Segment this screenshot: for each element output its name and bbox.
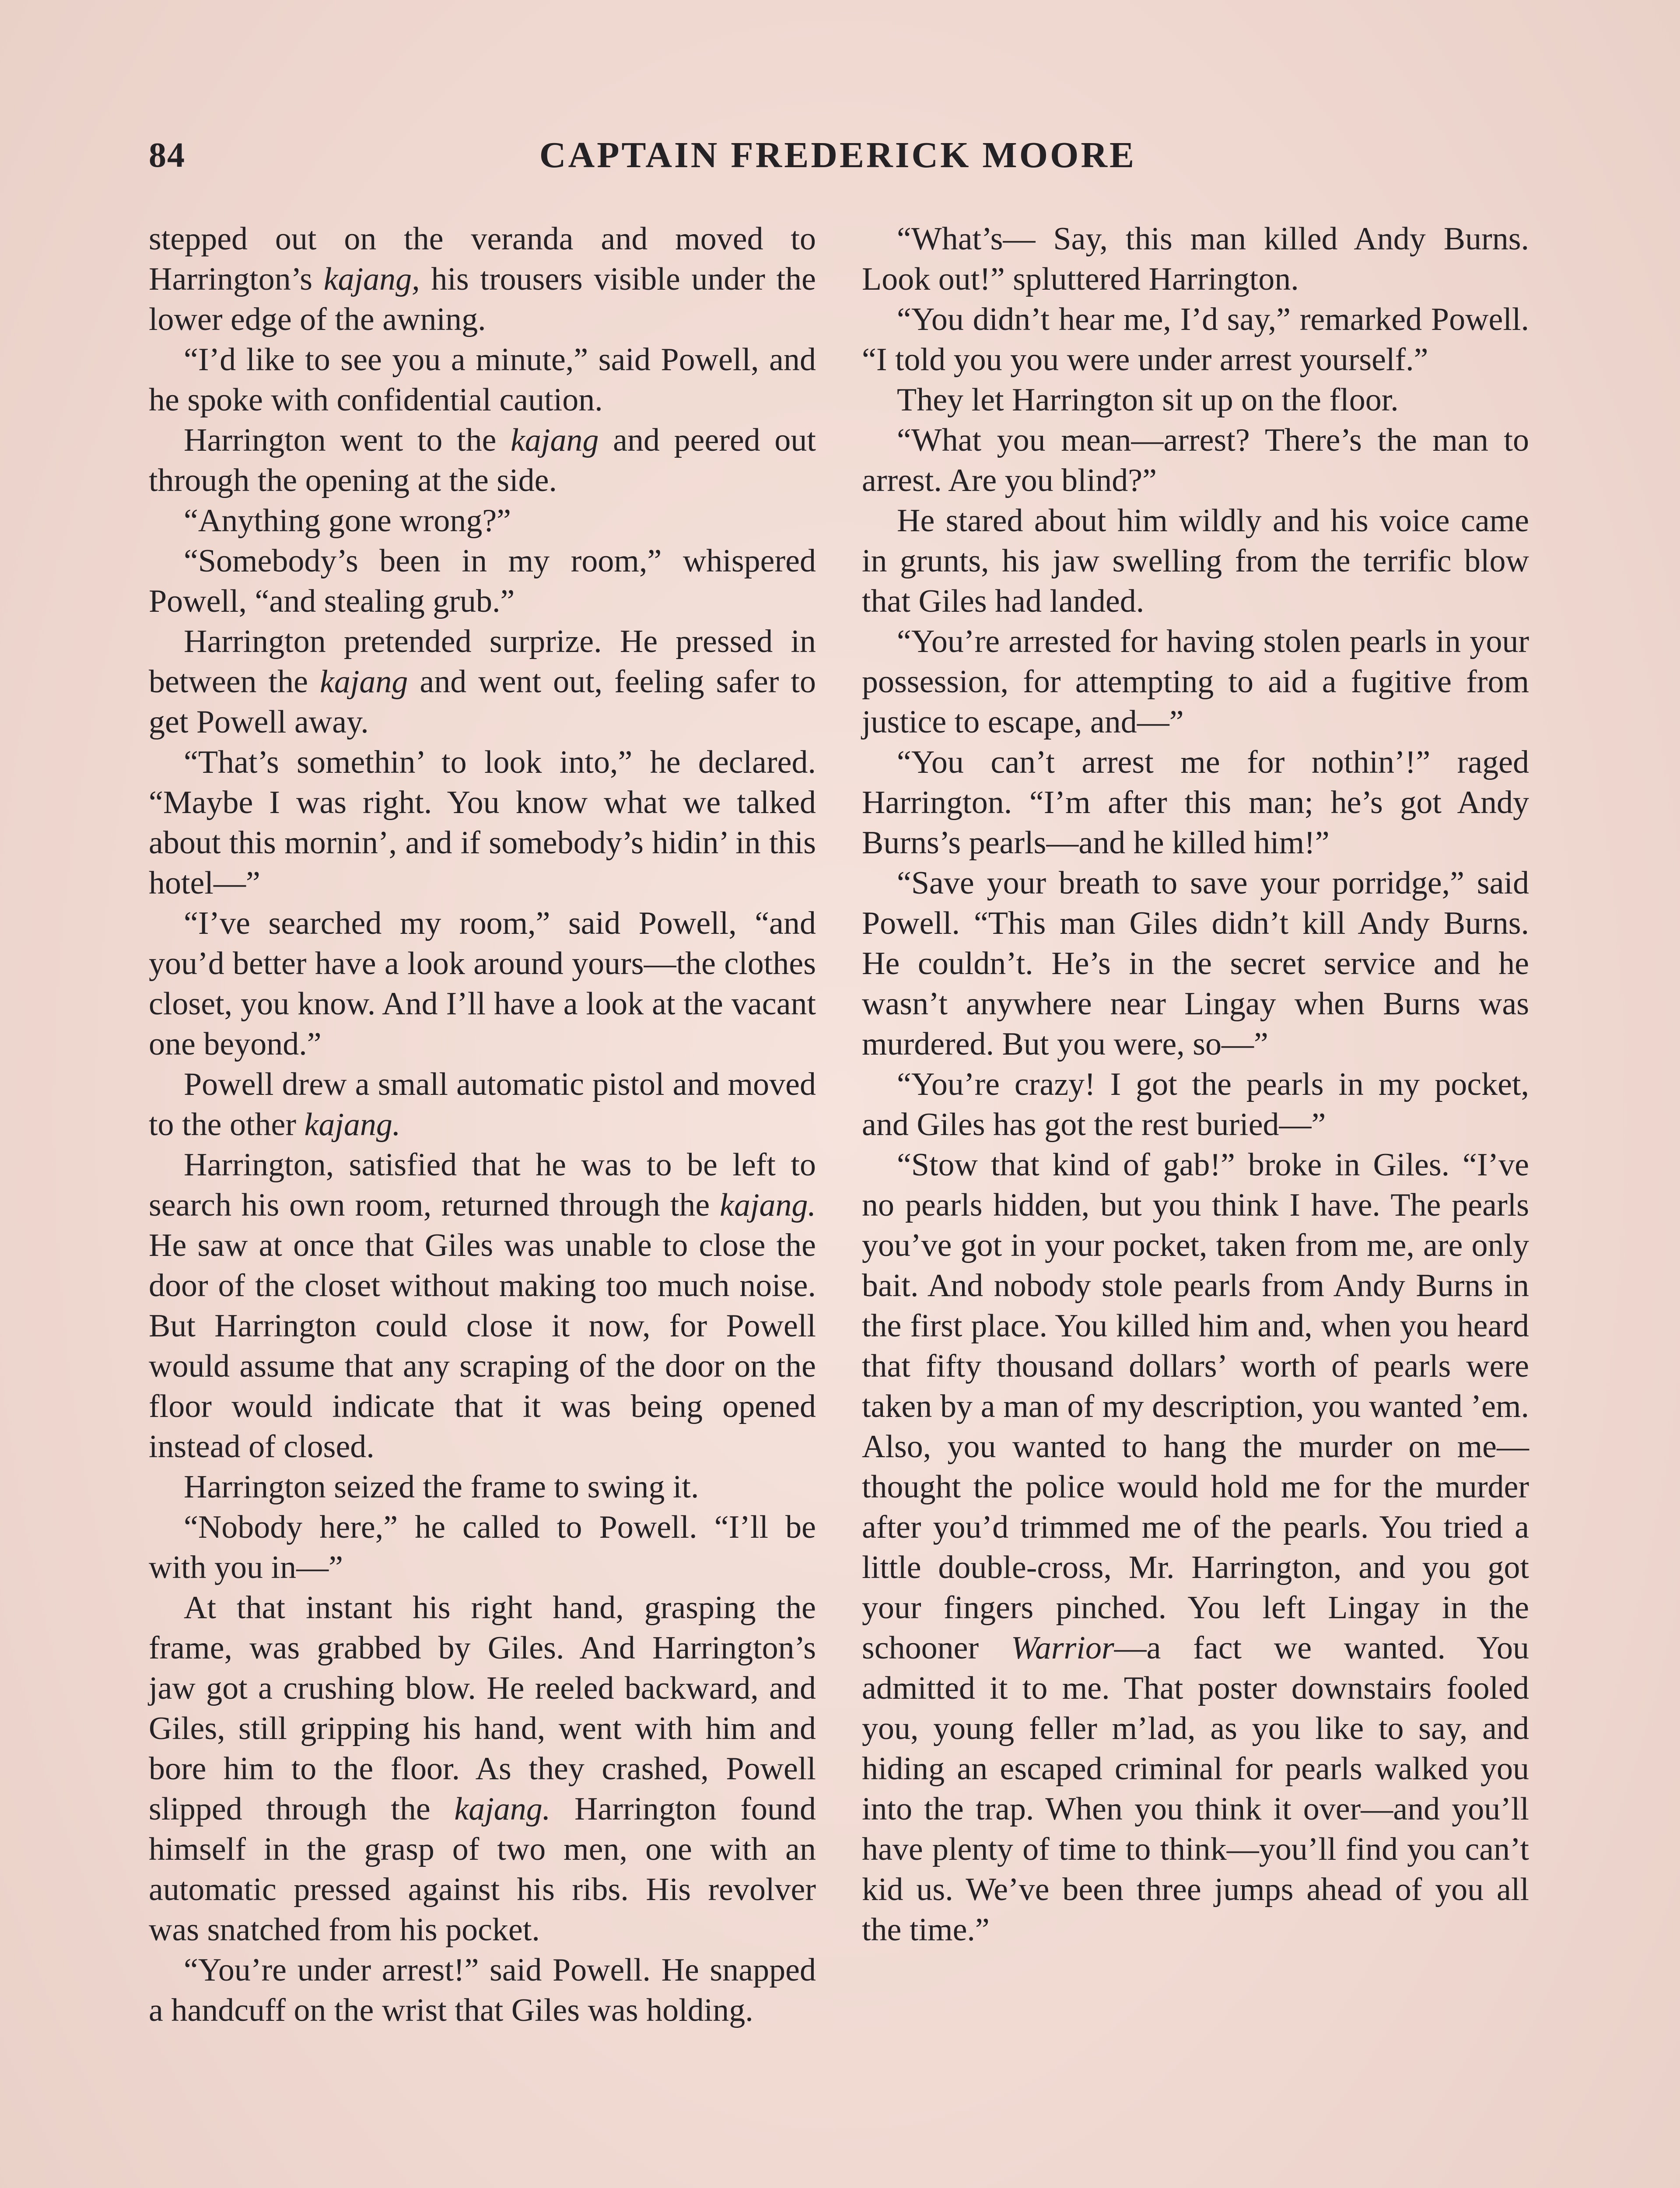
text-run: “What you mean—arrest? There’s the man to arrest. Are you blind?” [862,422,1529,498]
text-run: “Somebody’s been in my room,” whispered Powell, “and stealing grub.” [149,543,816,619]
page-number: 84 [149,136,186,175]
paragraph [149,1507,816,1588]
italic-text: kajang, [323,261,420,297]
text-run: “Anything gone wrong?” [184,503,511,539]
paragraph [149,420,816,501]
paragraph [149,903,816,1064]
text-run: “You’re crazy! I got the pearls in my pocket, and Giles has got the rest buried—” [862,1066,1529,1143]
paragraph [862,299,1529,380]
text-run: stepped out on the veranda and moved to Harrington’s [149,221,816,297]
text-run: “Nobody here,” he called to Powell. “I’ll be with you in—” [149,1509,816,1585]
paragraph [149,1145,816,1467]
paragraph [149,1950,816,2030]
text-run: “Stow that kind of gab!” broke in Giles. “I’ve no pearls hidden, but you think I have. The pearls you’ve got in your pocket, taken from me, are only bait. And nobody stole pearls from Andy Burns in the first place. You killed him and, when you heard that fifty thousand dollars’ worth of pearls were taken by a man of my description, you wanted ’em. Also, you wanted to hang the murder on me—thought the police would hold me for the murder after you’d trimmed me of the pearls. You tried a little double-cross, Mr. Harrington, and you got your fingers pinched. You left Lingay in the schooner [862,1147,1529,1666]
running-title: CAPTAIN FREDERICK MOORE [539,135,1137,175]
paragraph [862,420,1529,501]
text-run: “You’re under arrest!” said Powell. He snapped a handcuff on the wrist that Giles was holding. [149,1952,816,2028]
paragraph [149,340,816,420]
text-run: Harrington found himself in the grasp of two men, one with an automatic pressed against his ribs. His revolver was snatched from his pocket. [149,1791,816,1948]
text-run: “You can’t arrest me for nothin’!” raged Harrington. “I’m after this man; he’s got Andy Burns’s pearls—and he killed him!” [862,744,1529,861]
paragraph [149,742,816,903]
italic-text: kajang. [720,1187,816,1223]
text-run: —a fact we wanted. You admitted it to me. That poster downstairs fooled you, young feller m’lad, as you like to say, and hiding an escaped criminal for pearls walked you into the trap. When you think it over—and you’ll have plenty of time to think—you’ll find you can’t kid us. We’ve been three jumps ahead of you all the time.” [862,1630,1529,1948]
text-run: Powell drew a small automatic pistol and moved to the other [149,1066,816,1143]
left-text-column [149,219,816,2030]
text-run: his trousers visible under the lower edge of the awning. [149,261,816,337]
italic-text: kajang. [454,1791,551,1827]
text-run: and went out, feeling safer to get Powell away. [149,664,816,740]
paragraph [149,1588,816,1950]
text-run: “You’re arrested for having stolen pearls in your possession, for attempting to aid a fugitive from justice to escape, and—” [862,624,1529,740]
text-run: and peered out through the opening at the side. [149,422,816,498]
text-run: “I’ve searched my room,” said Powell, “and you’d better have a look around yours—the clothes closet, you know. And I’ll have a look at the vacant one beyond.” [149,905,816,1062]
text-run: At that instant his right hand, grasping the frame, was grabbed by Giles. And Harrington’s jaw got a crushing blow. He reeled backward, and Giles, still gripping his hand, went with him and bore him to the floor. As they crashed, Powell slipped through the [149,1590,816,1827]
text-run: He saw at once that Giles was unable to close the door of the closet without making too much noise. But Harrington could close it now, for Powell would assume that any scraping of the door on the floor would indicate that it was being opened instead of closed. [149,1227,816,1465]
paragraph [149,1467,816,1507]
italic-text: kajang [511,422,599,458]
text-run: “That’s somethin’ to look into,” he declared. “Maybe I was right. You know what we talked about this mornin’, and if somebody’s hidin’ in this hotel—” [149,744,816,901]
italic-text: Warrior [1011,1630,1114,1666]
text-run: Harrington pretended surprize. He pressed in between the [149,624,816,700]
italic-text: kajang [319,664,408,700]
paragraph [149,541,816,621]
text-run: “What’s— Say, this man killed Andy Burns. Look out!” spluttered Harrington. [862,221,1529,297]
italic-text: kajang. [304,1107,401,1143]
paragraph [862,380,1529,420]
text-run: He stared about him wildly and his voice came in grunts, his jaw swelling from the terrific blow that Giles had landed. [862,503,1529,619]
paragraph [149,501,816,541]
paragraph [862,742,1529,863]
paragraph [862,1064,1529,1145]
text-run: They let Harrington sit up on the floor. [897,382,1399,418]
right-text-column [862,219,1529,1950]
paragraph [862,219,1529,299]
text-run: Harrington, satisfied that he was to be left to search his own room, returned through the [149,1147,816,1223]
paragraph [149,219,816,340]
paragraph [862,621,1529,742]
text-run: “I’d like to see you a minute,” said Powell, and he spoke with confidential caution. [149,342,816,418]
text-run: Harrington seized the frame to swing it. [184,1469,699,1505]
paragraph [862,1145,1529,1950]
page-header [149,131,1527,179]
paragraph [862,501,1529,621]
text-run: “Save your breath to save your porridge,” said Powell. “This man Giles didn’t kill Andy Burns. He couldn’t. He’s in the secret service and he wasn’t anywhere near Lingay when Burns was murdered. But you were, so—” [862,865,1529,1062]
text-run: Harrington went to the [184,422,511,458]
paragraph [149,621,816,742]
paragraph [862,863,1529,1064]
paragraph [149,1064,816,1145]
text-run: “You didn’t hear me, I’d say,” remarked Powell. “I told you you were under arrest yourself.” [862,302,1529,378]
